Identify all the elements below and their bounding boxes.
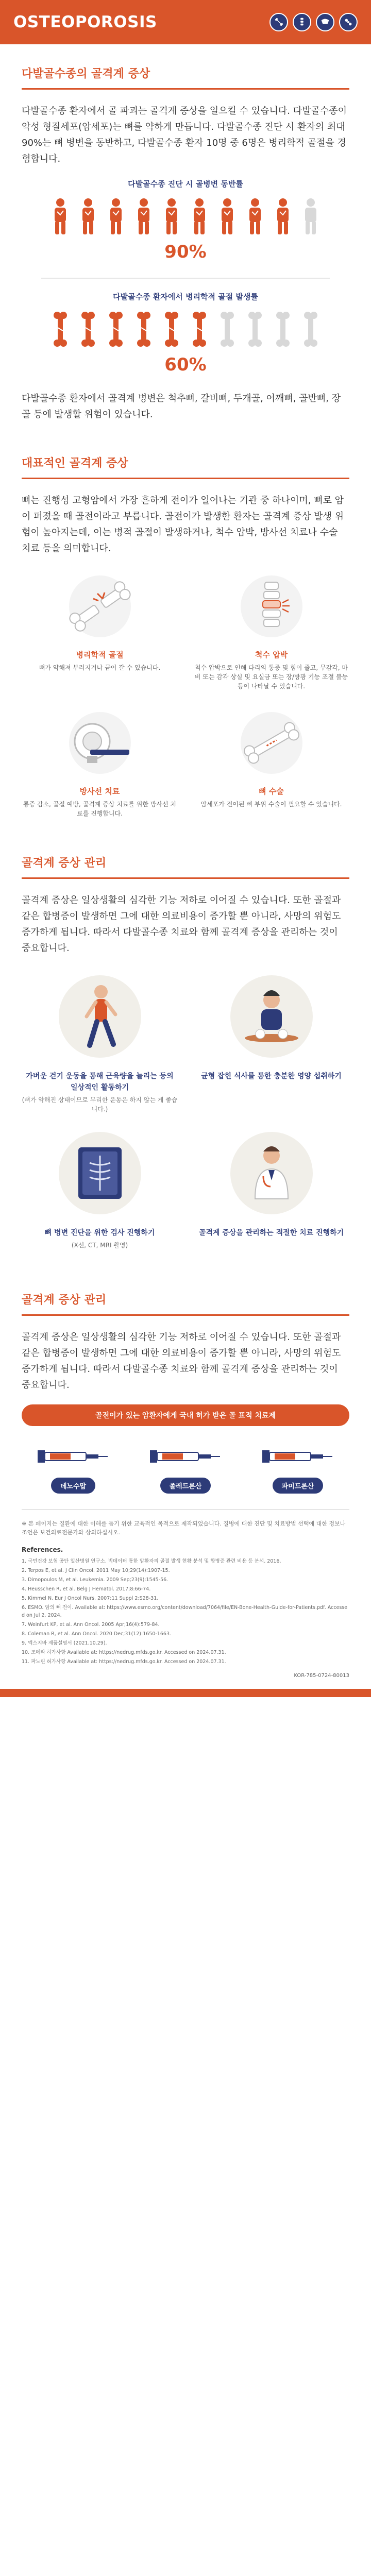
lesion-sites-paragraph: 다발골수종 환자에서 골격계 병변은 척추뼈, 갈비뼈, 두개골, 어깨뼈, 골반뼈, 장골 등에 발생할 위험이 있습니다.	[22, 393, 341, 420]
tip-screening	[22, 1124, 178, 1250]
spine-icon	[293, 13, 311, 31]
card-radiation	[22, 704, 178, 818]
management-paragraph: 골격계 증상은 일상생활의 심각한 기능 저하로 이어질 수 있습니다. 또한 골절과 같은 합병증이 발생하면 그에 대한 의료비용이 증가할 뿐 아니라, 사망의 위험도 증가하게 됩니다. 따라서 다발골수종 치료와 함께 골격계 증상을 관리하는 것이 중요합니다.	[22, 895, 341, 954]
reference-item: 8. Coleman R, et al. Ann Oncol. 2020 Dec;31(12):1650-1663.	[22, 1631, 172, 1637]
person-icon	[160, 197, 183, 235]
section-representative-symptoms	[0, 434, 371, 818]
eating-person-icon	[193, 968, 349, 1065]
footnote: ※ 본 페이지는 질환에 대한 이해를 돕기 위한 교육적인 목적으로 제작되었습니다. 질병에 대한 진단 및 치료방법 선택에 대한 정보나 조언은 보건의료전문가와 상의하십시오.	[22, 1509, 349, 1537]
stat-value: 90%	[164, 242, 207, 262]
section-title: 골격계 증상 관리	[22, 834, 349, 879]
syringe-icon	[246, 1438, 349, 1475]
treatment-label: 졸레드론산	[160, 1478, 211, 1494]
tip-treatment	[193, 1124, 349, 1250]
section-title: 대표적인 골격계 증상	[22, 434, 349, 479]
person-icon	[244, 197, 266, 235]
bone-icon	[244, 310, 266, 348]
card-title: 뼈 수술	[259, 787, 284, 796]
bone-icon-row	[41, 310, 330, 348]
bone-icon	[216, 310, 239, 348]
references-title: References.	[22, 1546, 63, 1553]
card-desc: 통증 감소, 골절 예방, 골격계 증상 치료를 위한 방사선 치료를 진행합니다.	[23, 801, 176, 817]
bone-icon	[49, 310, 72, 348]
treatment-denosumab	[22, 1438, 125, 1494]
card-title: 병리학적 골절	[76, 650, 124, 659]
tip-subtext: (뼈가 약해진 상태이므로 무리한 운동은 하지 않는 게 좋습니다.)	[22, 1096, 178, 1113]
xray-icon	[22, 1124, 178, 1222]
card-title: 방사선 치료	[79, 787, 120, 796]
card-fracture	[22, 568, 178, 691]
syringe-icon	[134, 1438, 237, 1475]
treatment-zoledronic	[134, 1438, 237, 1494]
bone-icon	[299, 310, 322, 348]
reference-item: 9. 엑스지바 제품설명서 (2021.10.29).	[22, 1640, 107, 1646]
ct-scanner-icon	[22, 704, 178, 782]
person-icon	[216, 197, 239, 235]
hip-icon	[316, 13, 334, 31]
person-icon	[49, 197, 72, 235]
person-icon-row	[41, 197, 330, 235]
bone-icon	[188, 310, 211, 348]
spine-icon	[193, 568, 349, 645]
document-code: KOR-785-0724-80013	[294, 1673, 349, 1679]
treatment-label: 파미드론산	[273, 1478, 324, 1494]
stat-fracture	[22, 291, 349, 375]
walking-person-icon	[22, 968, 178, 1065]
card-desc: 척수 압박으로 인해 다리의 통증 및 힘이 줄고, 무감각, 마비 또는 감각 상실 및 요실금 또는 장/방광 기능 조절 불능 등이 나타날 수 있습니다.	[194, 664, 348, 690]
section-skeletal-symptoms	[0, 44, 371, 422]
card-spinal-compression	[193, 568, 349, 691]
person-icon	[105, 197, 127, 235]
tip-nutrition	[193, 968, 349, 1114]
bone-surgery-icon	[193, 704, 349, 782]
tip-subtext: (X선, CT, MRI 촬영)	[71, 1242, 128, 1249]
divider	[41, 278, 330, 279]
reference-item: 3. Dimopoulos M, et al. Leukemia. 2009 Sep;23(9):1545-56.	[22, 1577, 168, 1583]
section-title: 다발골수종의 골격계 증상	[22, 44, 349, 90]
tip-text: 골격계 증상을 관리하는 적절한 치료 진행하기	[198, 1229, 344, 1237]
doctor-icon	[193, 1124, 349, 1222]
symptom-cards	[22, 568, 349, 818]
bone-icon	[160, 310, 183, 348]
tip-text: 균형 잡힌 식사를 통한 충분한 영양 섭취하기	[201, 1072, 342, 1080]
section-management	[0, 834, 371, 1250]
management-tips	[22, 968, 349, 1250]
reference-item: 2. Terpos E, et al. J Clin Oncol. 2011 May 10;29(14):1907-15.	[22, 1568, 170, 1573]
person-icon	[299, 197, 322, 235]
person-icon	[188, 197, 211, 235]
card-desc: 암세포가 전이된 뼈 부위 수술이 필요할 수 있습니다.	[200, 801, 342, 808]
bone-icon	[272, 310, 294, 348]
treatment-list	[22, 1438, 349, 1494]
person-icon	[132, 197, 155, 235]
person-icon	[77, 197, 99, 235]
bone-icon	[269, 13, 288, 31]
person-icon	[272, 197, 294, 235]
metastasis-paragraph: 뼈는 진행성 고형암에서 가장 흔하게 전이가 일어나는 기관 중 하나이며, 뼈로 암이 퍼졌을 때 골전이라고 부릅니다. 골전이가 발생한 환자는 골격계 증상 발생 위험이 높아지는데, 이는 병적 골절이 발생하거나, 척수 압박, 방사선 치료나 수술 치료 등을 의미합니다.	[22, 495, 344, 554]
reference-item: 5. Kimmel N. Eur J Oncol Nurs. 2007;11 Suppl 2:S28-31.	[22, 1596, 159, 1601]
section-management-2	[0, 1270, 371, 1679]
page-title: OSTEOPOROSIS	[13, 13, 157, 31]
stat-bone-lesion	[22, 178, 349, 262]
tip-exercise	[22, 968, 178, 1114]
syringe-icon	[22, 1438, 125, 1475]
tip-text: 뼈 병변 진단을 위한 검사 진행하기	[44, 1229, 155, 1237]
header	[0, 0, 371, 44]
tip-text: 가벼운 걷기 운동을 통해 근육량을 늘리는 등의 일상적인 활동하기	[26, 1072, 174, 1092]
references-list	[22, 1557, 349, 1666]
stat-label: 다발골수종 진단 시 골병변 동반률	[128, 179, 243, 189]
treatment-pamidronic	[246, 1438, 349, 1494]
broken-bone-icon	[22, 568, 178, 645]
bone-icon	[132, 310, 155, 348]
reference-item: 1. 국민건강 보험 공단 일산병원 연구소. 빅데이터 통한 암환자의 골절 발생 현황 분석 및 합병증 관련 비용 등 분석. 2016.	[22, 1558, 281, 1564]
card-desc: 뼈가 약해져 부러지거나 금이 갈 수 있습니다.	[39, 664, 161, 671]
section-title: 골격계 증상 관리	[22, 1270, 349, 1316]
management-paragraph-2: 골격계 증상은 일상생활의 심각한 기능 저하로 이어질 수 있습니다. 또한 골절과 같은 합병증이 발생하면 그에 대한 의료비용이 증가할 뿐 아니라, 사망의 위험도 증가하게 됩니다. 따라서 다발골수종 치료와 함께 골격계 증상을 관리하는 것이 중요합니다.	[22, 1332, 341, 1391]
intro-paragraph: 다발골수종 환자에서 골 파괴는 골격계 증상을 일으킬 수 있습니다. 다발골수종이 악성 형질세포(암세포)는 뼈를 약하게 만듭니다. 다발골수종 진단 시 환자의 최대 90%는 뼈 병변을 동반하고, 다발골수종 환자 10명 중 6명은 병리학적 골절을 경험합니다.	[22, 106, 347, 164]
bone-icon	[105, 310, 127, 348]
bone-icon	[77, 310, 99, 348]
stat-label: 다발골수종 환자에서 병리학적 골절 발생률	[113, 292, 258, 301]
header-icons	[269, 13, 358, 31]
reference-item: 7. Weinfurt KP, et al. Ann Oncol. 2005 Apr;16(4):579-84.	[22, 1622, 160, 1628]
reference-item: 4. Heusschen R, et al. Belg J Hematol. 2017;8:66-74.	[22, 1586, 151, 1592]
bottom-bar	[0, 1689, 371, 1697]
card-surgery	[193, 704, 349, 818]
card-title: 척수 압박	[255, 650, 288, 659]
reference-item: 11. 파노린 허가사항 Available at: https://nedrug.mfds.go.kr. Accessed on 2024.07.31.	[22, 1659, 226, 1665]
reference-item: 6. ESMO. 암의 뼈 전이. Available at: https://www.esmo.org/content/download/7064/file/EN-Bone-Health-Guide-for-Patients.pdf. Accessed on Jul 2, 2024.	[22, 1605, 348, 1618]
stat-value: 60%	[164, 354, 207, 375]
treatment-label: 데노수맙	[51, 1478, 95, 1494]
joint-icon	[339, 13, 358, 31]
treatment-callout: 골전이가 있는 암환자에게 국내 허가 받은 골 표적 치료제	[22, 1404, 349, 1426]
reference-item: 10. 조메타 허가사항 Available at: https://nedrug.mfds.go.kr. Accessed on 2024.07.31.	[22, 1650, 226, 1655]
